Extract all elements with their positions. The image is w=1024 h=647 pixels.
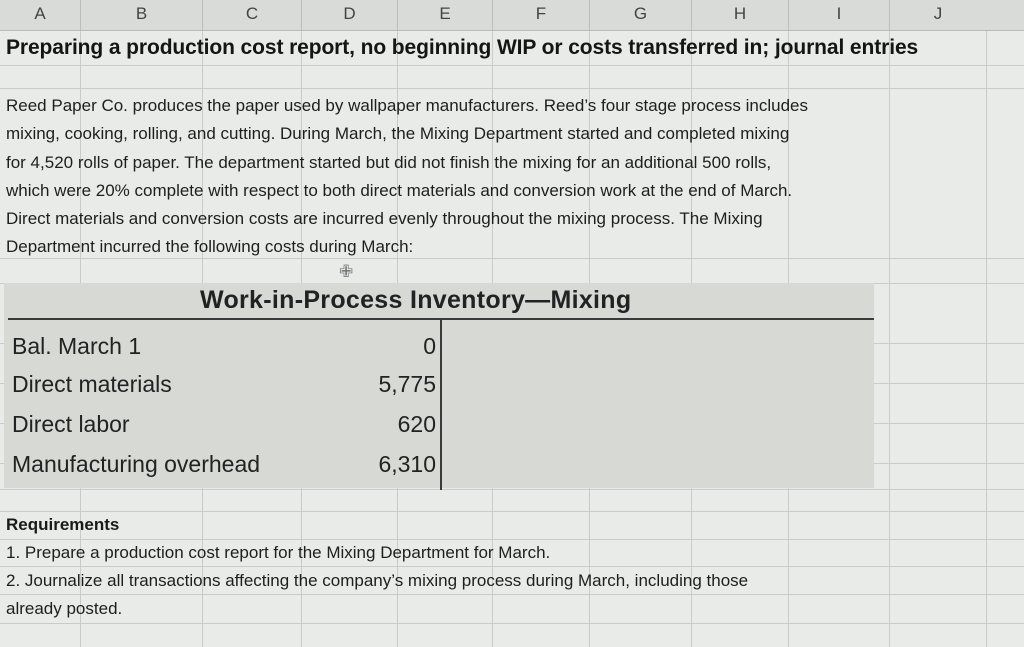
description-line: for 4,520 rolls of paper. The department started but did not finish the mixing for an additional 500 rolls,	[6, 152, 772, 172]
t-account-label: Direct materials	[12, 371, 172, 397]
description-line: Reed Paper Co. produces the paper used by wallpaper manufacturers. Reed’s four stage process includes	[6, 96, 808, 115]
problem-description	[6, 92, 906, 262]
t-account-value: 5,775	[378, 371, 436, 397]
page-title: Preparing a production cost report, no beginning WIP or costs transferred in; journal entries	[6, 36, 919, 59]
column-header-h[interactable]: H	[692, 0, 789, 30]
column-header-d[interactable]: D	[302, 0, 398, 30]
t-account-label: Manufacturing overhead	[12, 451, 261, 477]
column-header-i[interactable]: I	[789, 0, 890, 30]
description-line: mixing, cooking, rolling, and cutting. During March, the Mixing Department started and completed mixing	[6, 124, 790, 144]
t-account-value: 6,310	[378, 451, 436, 477]
column-header-a[interactable]: A	[0, 0, 81, 30]
requirement-item: 1. Prepare a production cost report for the Mixing Department for March.	[6, 543, 551, 562]
description-line: which were 20% complete with respect to both direct materials and conversion work at the end of March.	[6, 180, 793, 200]
t-account-value: 620	[397, 411, 436, 437]
requirements-heading: Requirements	[6, 515, 120, 534]
column-header-bar	[0, 0, 1024, 31]
column-header-e[interactable]: E	[398, 0, 493, 30]
requirement-item: already posted.	[6, 599, 123, 618]
t-account-value: 0	[423, 333, 436, 359]
requirement-item: 2. Journalize all transactions affecting the company’s mixing process during March, including those	[6, 571, 749, 590]
description-line: Department incurred the following costs during March:	[6, 237, 414, 257]
column-header-f[interactable]: F	[493, 0, 590, 30]
t-account-label: Direct labor	[12, 411, 130, 437]
description-line: Direct materials and conversion costs are incurred evenly throughout the mixing process. The Mixing	[6, 209, 763, 229]
t-account-center-rule	[440, 320, 442, 490]
move-cross-icon: ✙	[339, 262, 354, 281]
column-header-j[interactable]: J	[933, 4, 943, 23]
column-header-b[interactable]: B	[81, 0, 203, 30]
t-account-title: Work-in-Process Inventory—Mixing	[200, 286, 632, 314]
column-header-g[interactable]: G	[590, 0, 692, 30]
t-account-label: Bal. March 1	[12, 333, 142, 359]
column-header-c[interactable]: C	[203, 0, 302, 30]
